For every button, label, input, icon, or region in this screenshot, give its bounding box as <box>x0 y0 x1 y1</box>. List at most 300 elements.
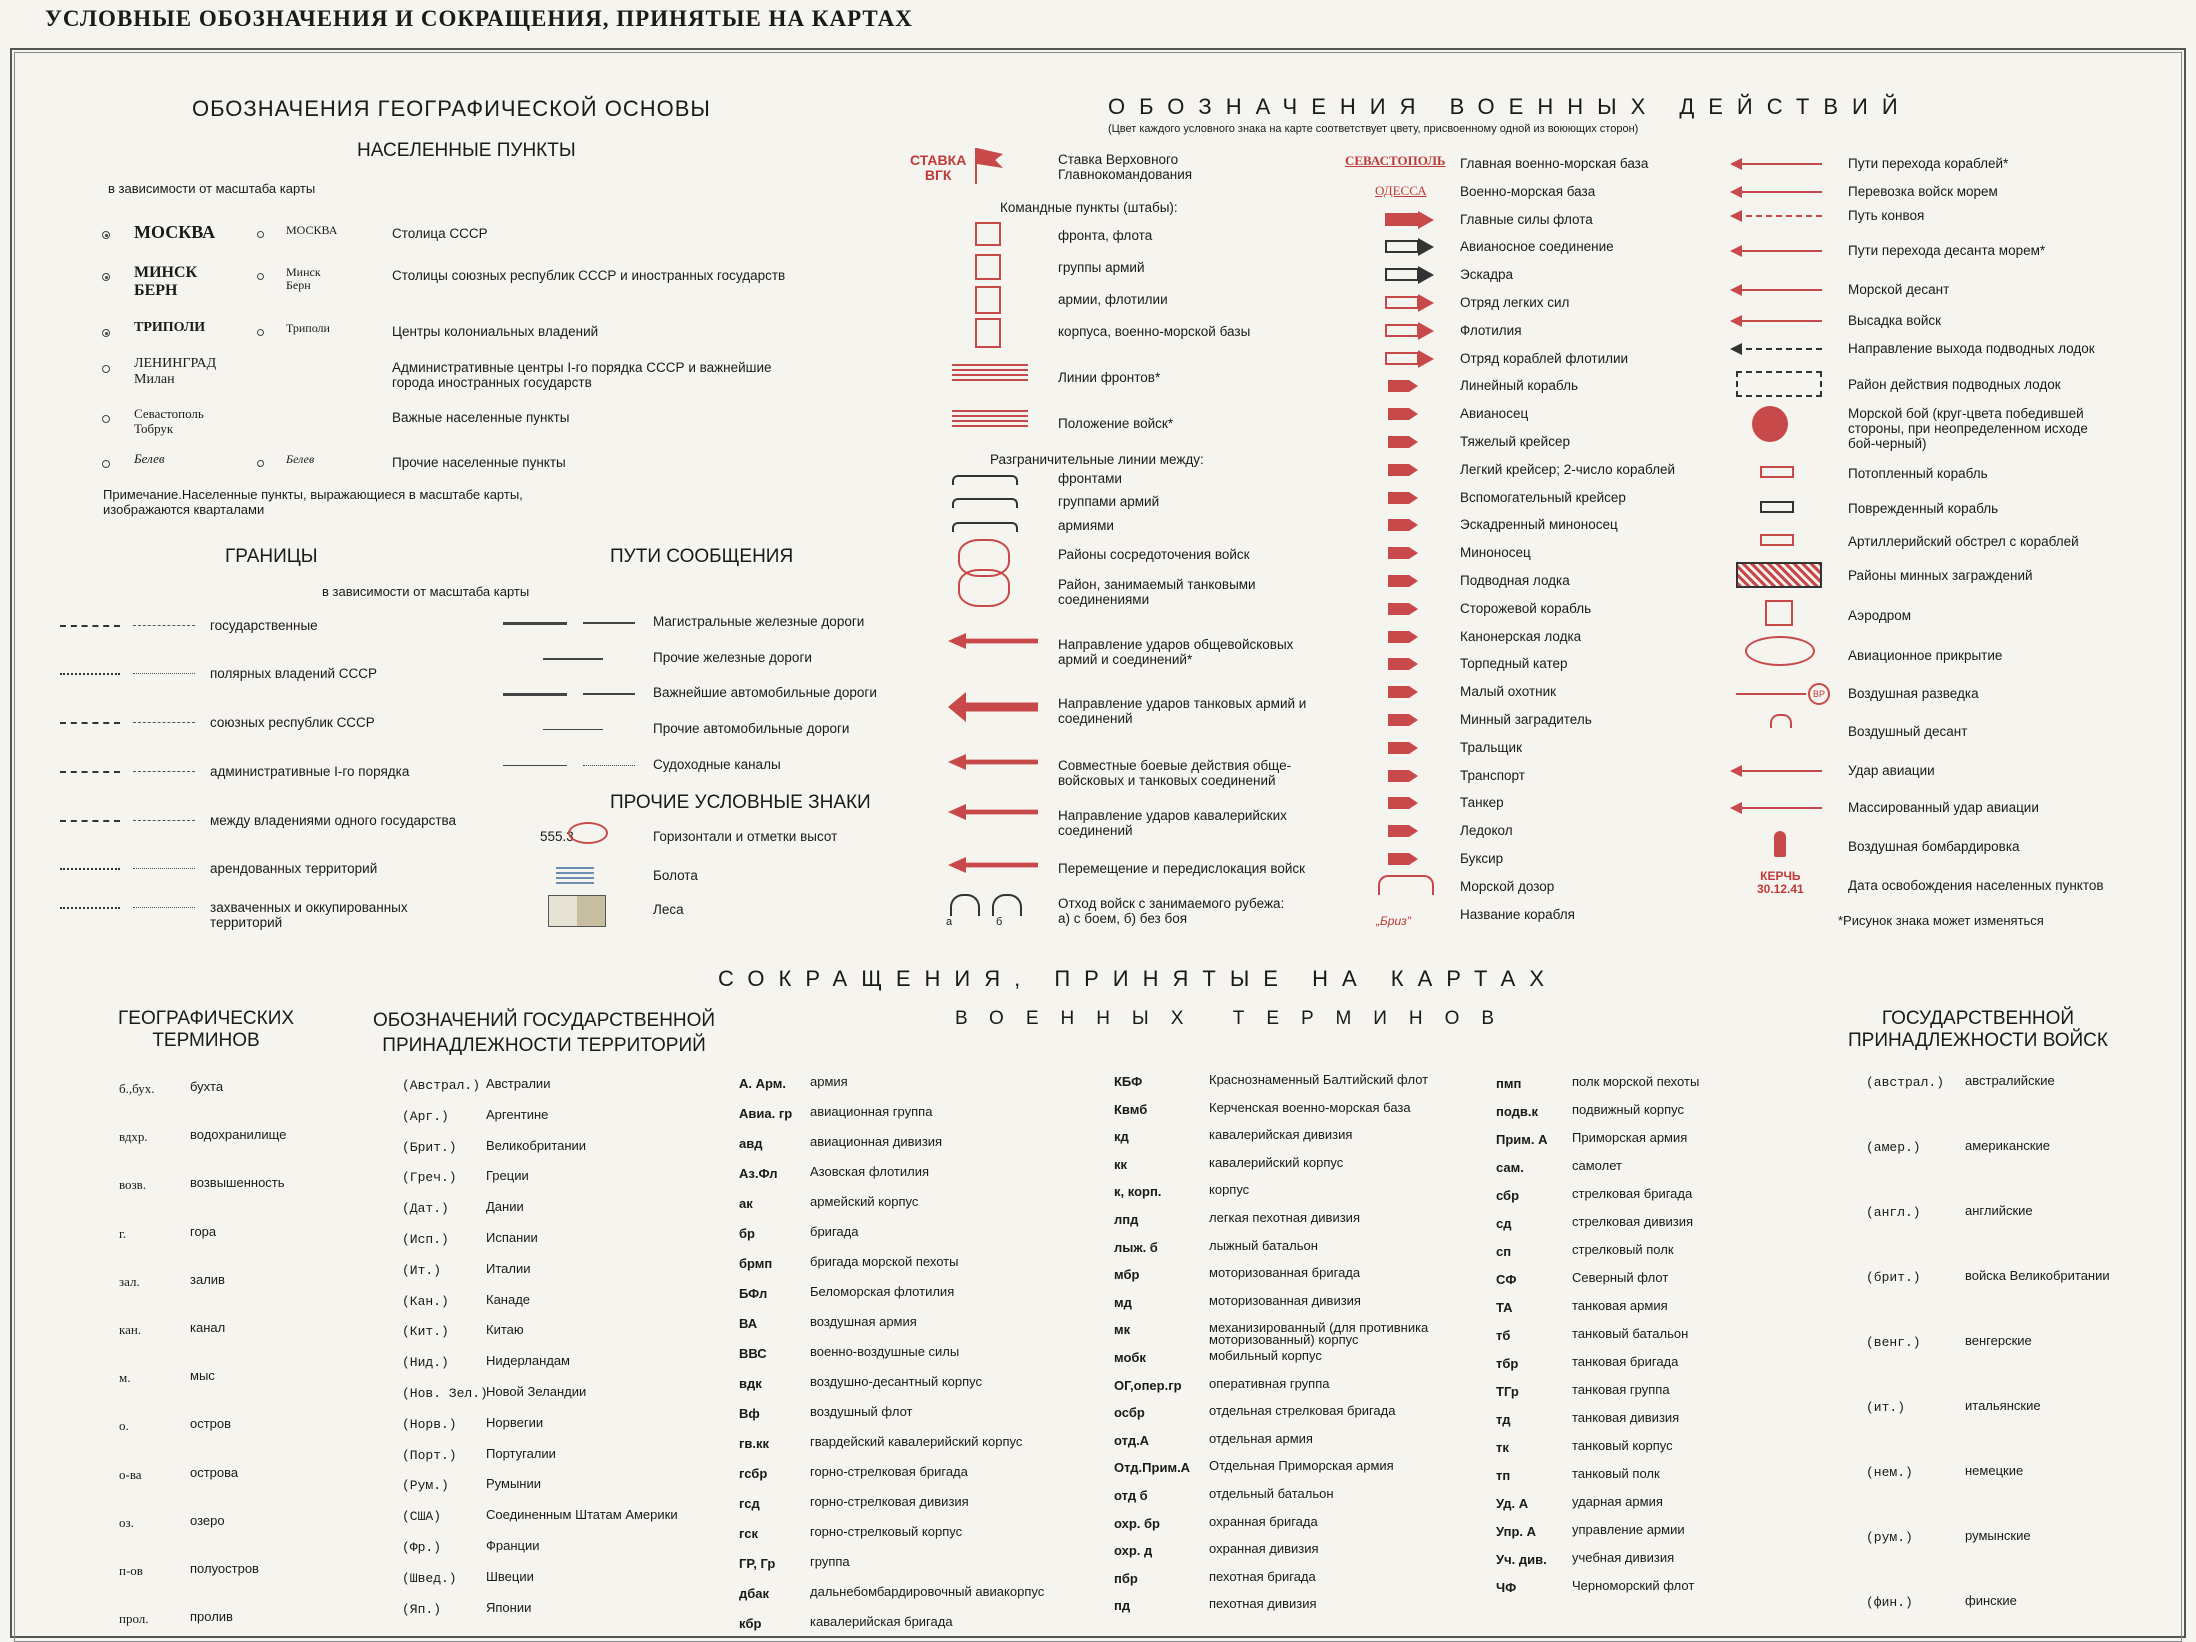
mil-sign-description: фронтами <box>1058 471 1122 486</box>
state-term-meaning: Франции <box>486 1538 540 1553</box>
naval-sign-description: Малый охотник <box>1460 684 1557 699</box>
mil-term-abbr: сп <box>1496 1244 1512 1259</box>
naval-sign-description: Авианосное соединение <box>1460 239 1614 254</box>
patrol-icon <box>1378 875 1434 895</box>
map-sign-description: Потопленный корабль <box>1848 466 1988 481</box>
geo-term-meaning: острова <box>190 1465 239 1480</box>
route-line-symbol <box>503 693 567 696</box>
route-line-symbol <box>543 729 603 730</box>
mil-term-meaning: Керченская военно-морская база <box>1209 1100 1411 1115</box>
settlements-title: НАСЕЛЕННЫЕ ПУНКТЫ <box>357 140 576 161</box>
border-description: полярных владений СССР <box>210 666 378 681</box>
map-sign-description: Районы минных заграждений <box>1848 568 2033 583</box>
geo-term-abbr: прол. <box>119 1611 149 1626</box>
settlement-small-label: МОСКВА <box>286 223 338 237</box>
mil-term-abbr: ГР, Гр <box>739 1556 776 1571</box>
mil-term-abbr: мд <box>1114 1295 1132 1310</box>
route-arrow-icon <box>1736 770 1822 772</box>
mil-term-abbr: ак <box>739 1196 753 1211</box>
geo-term-abbr: зал. <box>119 1274 140 1289</box>
state-term-abbr: (Порт.) <box>402 1448 457 1463</box>
mil-term-meaning: дальнебомбардировочный авиакорпус <box>810 1584 1045 1599</box>
settlement-small-label: Белев <box>286 452 315 466</box>
state-term-meaning: Китаю <box>486 1322 524 1337</box>
route-arrow-icon <box>1736 348 1822 350</box>
mil-term-abbr: ВА <box>739 1316 758 1331</box>
mil-term-abbr: к, корп. <box>1114 1184 1162 1199</box>
state-term-meaning: Румынии <box>486 1476 542 1491</box>
mil-sign-description: армии, флотилии <box>1058 292 1168 307</box>
mil-sign-description: группами армий <box>1058 494 1160 509</box>
border-line-symbol <box>133 771 195 772</box>
route-arrow-icon <box>1736 250 1822 252</box>
air-recon-icon <box>1736 693 1806 695</box>
mil-term-meaning: механизированный (для противника моторизованный) корпус <box>1209 1320 1429 1347</box>
mil-term-abbr: СФ <box>1496 1272 1517 1287</box>
other-sign-description: Горизонтали и отметки высот <box>653 829 838 844</box>
border-line-symbol <box>133 820 195 821</box>
route-line-symbol <box>583 765 635 766</box>
naval-battle-icon <box>1752 406 1788 442</box>
force-term-meaning: румынские <box>1965 1528 2031 1543</box>
mil-term-meaning: подвижный корпус <box>1572 1102 1685 1117</box>
naval-sign-description: Транспорт <box>1460 768 1525 783</box>
naval-sign-description: Вспомогательный крейсер <box>1460 490 1626 505</box>
naval-sign-description: Ледокол <box>1460 823 1513 838</box>
border-line-symbol <box>60 625 120 627</box>
settlement-large-label: Севастополь Тобрук <box>134 406 204 436</box>
state-term-abbr: (Фр.) <box>402 1540 442 1555</box>
geo-term-meaning: полуостров <box>190 1561 259 1576</box>
mil-term-abbr: сбр <box>1496 1188 1520 1203</box>
geo-term-abbr: п-ов <box>119 1563 143 1578</box>
naval-sign-description: Сторожевой корабль <box>1460 601 1592 616</box>
mil-term-meaning: воздушный флот <box>810 1404 913 1419</box>
state-term-abbr: (Австрал.) <box>402 1078 481 1093</box>
other-signs-title: ПРОЧИЕ УСЛОВНЫЕ ЗНАКИ <box>610 792 871 813</box>
mil-term-meaning: стрелковая дивизия <box>1572 1214 1694 1229</box>
border-line-symbol <box>133 868 195 869</box>
mil-term-abbr: Уд. А <box>1496 1496 1529 1511</box>
mil-term-meaning: горно-стрелковый корпус <box>810 1524 963 1539</box>
settlement-dot-icon <box>257 273 264 280</box>
other-sign-description: Болота <box>653 868 698 883</box>
mil-term-abbr: авд <box>739 1136 763 1151</box>
state-term-abbr: (Дат.) <box>402 1201 449 1216</box>
mil-term-meaning: танковый полк <box>1572 1466 1660 1481</box>
state-term-abbr: (Арг.) <box>402 1109 449 1124</box>
state-term-abbr: (Исп.) <box>402 1232 449 1247</box>
naval-sign-description: Легкий крейсер; 2-число кораблей <box>1460 462 1676 477</box>
state-term-abbr: (Кан.) <box>402 1294 449 1309</box>
arrow-head-icon <box>1730 315 1742 327</box>
mil-term-meaning: танковая бригада <box>1572 1354 1679 1369</box>
mil-term-abbr: ВВС <box>739 1346 767 1361</box>
abbr-state-title: ОБОЗНАЧЕНИЙ ГОСУДАРСТВЕННОЙ ПРИНАДЛЕЖНОСТИ ТЕРРИТОРИЙ <box>373 1010 716 1056</box>
contour-icon <box>568 822 608 844</box>
state-term-meaning: Австралии <box>486 1076 551 1091</box>
state-term-abbr: (Швед.) <box>402 1571 457 1586</box>
mil-term-abbr: охр. д <box>1114 1543 1153 1558</box>
force-term-meaning: итальянские <box>1965 1398 2041 1413</box>
mil-footnote: *Рисунок знака может изменяться <box>1838 913 2044 928</box>
naval-sign-description: Миноносец <box>1460 545 1531 560</box>
fleet-arrow-icon <box>1385 213 1419 226</box>
border-description: административные I-го порядка <box>210 764 410 779</box>
route-arrow-icon <box>1736 320 1822 322</box>
mil-term-abbr: мбр <box>1114 1267 1140 1282</box>
mil-term-abbr: Отд.Прим.А <box>1114 1460 1191 1475</box>
map-sign-description: Путь конвоя <box>1848 208 1925 223</box>
geo-term-meaning: пролив <box>190 1609 233 1624</box>
settlement-dot-icon <box>102 365 110 373</box>
state-term-meaning: Италии <box>486 1261 531 1276</box>
geo-term-meaning: озеро <box>190 1513 225 1528</box>
mil-sign-description: корпуса, военно-морской базы <box>1058 324 1251 339</box>
state-term-abbr: (Норв.) <box>402 1417 457 1432</box>
naval-sign-description: Эскадренный миноносец <box>1460 517 1618 532</box>
geo-title: ОБОЗНАЧЕНИЯ ГЕОГРАФИЧЕСКОЙ ОСНОВЫ <box>192 96 711 121</box>
odessa-label: ОДЕССА <box>1375 183 1427 198</box>
force-term-abbr: (брит.) <box>1866 1270 1921 1285</box>
mil-term-abbr: ТГр <box>1496 1384 1519 1399</box>
mil-term-meaning: танковая армия <box>1572 1298 1668 1313</box>
troop-area-icon <box>958 569 1010 607</box>
bomb-icon <box>1774 831 1786 857</box>
border-description: захваченных и оккупированных территорий <box>210 900 408 930</box>
mil-term-meaning: стрелковый полк <box>1572 1242 1674 1257</box>
border-line-symbol <box>60 820 120 822</box>
mil-sign-description: Районы сосредоточения войск <box>1058 547 1250 562</box>
mil-sign-description: Командные пункты (штабы): <box>1000 200 1178 215</box>
mil-sign-description: Положение войск* <box>1058 416 1174 431</box>
naval-sign-description: Отряд легких сил <box>1460 295 1570 310</box>
route-description: Важнейшие автомобильные дороги <box>653 685 877 700</box>
mil-term-meaning: Черноморский флот <box>1572 1578 1695 1593</box>
kerch-label: КЕРЧЬ 30.12.41 <box>1757 869 1804 896</box>
geo-term-abbr: о-ва <box>119 1467 142 1482</box>
mil-term-meaning: лыжный батальон <box>1209 1238 1318 1253</box>
force-term-meaning: венгерские <box>1965 1333 2032 1348</box>
force-term-meaning: немецкие <box>1965 1463 2024 1478</box>
map-sign-description: Воздушная разведка <box>1848 686 1979 701</box>
route-description: Магистральные железные дороги <box>653 614 865 629</box>
mil-term-meaning: Беломорская флотилия <box>810 1284 955 1299</box>
settlement-dot-icon <box>257 329 264 336</box>
mil-term-meaning: оперативная группа <box>1209 1376 1330 1391</box>
abbr-geo-title: ГЕОГРАФИЧЕСКИХ ТЕРМИНОВ <box>118 1008 295 1051</box>
border-line-symbol <box>133 722 195 723</box>
elevation-label: 555.3 <box>540 829 574 844</box>
border-line-symbol <box>60 722 120 724</box>
naval-sign-description: Тральщик <box>1460 740 1522 755</box>
minefield-icon <box>1736 562 1822 588</box>
force-term-meaning: английские <box>1965 1203 2033 1218</box>
mil-term-abbr: подв.к <box>1496 1104 1538 1119</box>
mil-term-meaning: корпус <box>1209 1182 1250 1197</box>
mil-term-abbr: отд.А <box>1114 1433 1150 1448</box>
fleet-arrow-head-icon <box>1418 350 1434 368</box>
mil-term-meaning: отдельная армия <box>1209 1431 1313 1446</box>
state-term-abbr: (Нов. Зел.) <box>402 1386 488 1401</box>
mil-term-abbr: тк <box>1496 1440 1509 1455</box>
mil-term-meaning: пехотная дивизия <box>1209 1596 1317 1611</box>
briz-label: „Бриз" <box>1376 914 1411 928</box>
geo-term-meaning: возвышенность <box>190 1175 285 1190</box>
state-term-abbr: (США) <box>402 1509 442 1524</box>
mil-term-abbr: Прим. А <box>1496 1132 1548 1147</box>
settlements-scale-note: в зависимости от масштаба карты <box>108 181 316 196</box>
force-term-abbr: (амер.) <box>1866 1140 1921 1155</box>
geo-term-abbr: б.,бух. <box>119 1081 155 1096</box>
state-term-meaning: Греции <box>486 1168 529 1183</box>
command-post-icon <box>975 222 1001 246</box>
arrow-head-icon <box>1730 343 1742 355</box>
arrow-head-icon <box>1730 245 1742 257</box>
mil-sign-description: Совместные боевые действия обще- войсковых и танковых соединений <box>1058 758 1292 788</box>
state-term-meaning: Канаде <box>486 1292 531 1307</box>
settlement-description: Столицы союзных республик СССР и иностранных государств <box>392 268 786 283</box>
mil-term-abbr: гсд <box>739 1496 760 1511</box>
mil-term-abbr: Упр. А <box>1496 1524 1536 1539</box>
recon-badge: ВР <box>1808 683 1830 705</box>
state-term-abbr: (Нид.) <box>402 1355 449 1370</box>
stavka-flag-pole <box>975 148 977 184</box>
mil-term-meaning: танковый корпус <box>1572 1438 1673 1453</box>
command-post-icon <box>975 254 1001 280</box>
mil-term-abbr: ОГ,опер.гр <box>1114 1378 1182 1393</box>
mil-term-meaning: танковая группа <box>1572 1382 1670 1397</box>
settlement-small-label: Триполи <box>286 321 330 335</box>
route-arrow-icon <box>1736 289 1822 291</box>
fleet-arrow-icon <box>1385 296 1419 309</box>
border-description: арендованных территорий <box>210 861 378 876</box>
swamp-icon <box>556 864 594 884</box>
border-line-symbol <box>60 673 120 675</box>
naval-sign-description: Минный заградитель <box>1460 712 1592 727</box>
mil-term-abbr: тд <box>1496 1412 1511 1427</box>
mil-sign-description: фронта, флота <box>1058 228 1153 243</box>
state-term-abbr: (Яп.) <box>402 1602 442 1617</box>
settlement-description: Центры колониальных владений <box>392 324 599 339</box>
mil-term-abbr: пбр <box>1114 1571 1138 1586</box>
naval-sign-description: Главные силы флота <box>1460 212 1593 227</box>
settlement-large-label: ТРИПОЛИ <box>134 320 206 335</box>
stavka-label: СТАВКА ВГК <box>910 152 967 183</box>
state-term-abbr: (Брит.) <box>402 1140 457 1155</box>
state-term-abbr: (Рум.) <box>402 1478 449 1493</box>
settlement-dot-icon <box>102 329 110 337</box>
border-line-symbol <box>133 673 195 674</box>
mil-term-meaning: отдельная стрелковая бригада <box>1209 1403 1396 1418</box>
border-line-symbol <box>60 868 120 870</box>
mil-sign-description: Направление ударов кавалерийских соединений <box>1058 808 1287 838</box>
mil-term-abbr: гск <box>739 1526 758 1541</box>
state-term-meaning: Японии <box>486 1600 532 1615</box>
mil-term-abbr: КБФ <box>1114 1074 1143 1089</box>
map-sign-description: Воздушная бомбардировка <box>1848 839 2020 854</box>
route-line-symbol <box>543 658 603 660</box>
fleet-arrow-head-icon <box>1418 266 1434 284</box>
page-title: УСЛОВНЫЕ ОБОЗНАЧЕНИЯ И СОКРАЩЕНИЯ, ПРИНЯТЫЕ НА КАРТАХ <box>45 6 913 31</box>
state-term-meaning: Испании <box>486 1230 538 1245</box>
border-line-symbol <box>133 625 195 626</box>
mil-term-meaning: Краснознаменный Балтийский флот <box>1209 1072 1429 1087</box>
mil-term-abbr: пд <box>1114 1598 1131 1613</box>
mil-term-meaning: воздушно-десантный корпус <box>810 1374 983 1389</box>
naval-sign-description: Морской дозор <box>1460 879 1555 894</box>
mil-term-abbr: пмп <box>1496 1076 1522 1091</box>
mil-subtitle: (Цвет каждого условного знака на карте соответствует цвету, присвоенному одной из воюющих сторон) <box>1108 123 1639 135</box>
force-term-abbr: (венг.) <box>1866 1335 1921 1350</box>
mil-term-meaning: моторизованная бригада <box>1209 1265 1361 1280</box>
settlement-large-label: МИНСК БЕРН <box>134 264 198 299</box>
mil-term-meaning: охранная бригада <box>1209 1514 1318 1529</box>
settlement-dot-icon <box>257 231 264 238</box>
settlements-note: Примечание.Населенные пункты, выражающиеся в масштабе карты, изображаются кварталами <box>103 487 523 517</box>
other-sign-description: Леса <box>653 902 684 917</box>
route-arrow-icon <box>1736 807 1822 809</box>
mil-term-abbr: охр. бр <box>1114 1516 1160 1531</box>
settlement-dot-icon <box>102 415 110 423</box>
state-term-meaning: Швеции <box>486 1569 534 1584</box>
mil-term-meaning: военно-воздушные силы <box>810 1344 960 1359</box>
mil-term-meaning: гвардейский кавалерийский корпус <box>810 1434 1023 1449</box>
mil-term-abbr: осбр <box>1114 1405 1145 1420</box>
force-term-meaning: войска Великобритании <box>1965 1268 2110 1283</box>
mil-term-meaning: бригада <box>810 1224 859 1239</box>
geo-term-meaning: мыс <box>190 1368 215 1383</box>
settlement-dot-icon <box>257 460 264 467</box>
border-description: государственные <box>210 618 318 633</box>
naval-sign-description: Подводная лодка <box>1460 573 1570 588</box>
boundary-line-icon <box>952 498 1018 508</box>
mil-term-meaning: воздушная армия <box>810 1314 917 1329</box>
mil-term-meaning: Приморская армия <box>1572 1130 1688 1145</box>
mil-term-abbr: отд б <box>1114 1488 1148 1503</box>
map-sign-description: Морской бой (круг-цвета победившей стороны, при неопределенном исходе бой-черный) <box>1848 406 2088 451</box>
command-post-icon <box>975 318 1001 348</box>
map-sign-description: Артиллерийский обстрел с кораблей <box>1848 534 2079 549</box>
mil-term-abbr: кк <box>1114 1157 1128 1172</box>
naval-sign-description: Канонерская лодка <box>1460 629 1582 644</box>
fleet-arrow-icon <box>1385 324 1419 337</box>
force-term-abbr: (англ.) <box>1866 1205 1921 1220</box>
force-term-meaning: австралийские <box>1965 1073 2055 1088</box>
routes-title: ПУТИ СООБЩЕНИЯ <box>610 546 794 567</box>
border-line-symbol <box>60 771 120 773</box>
front-line-icon <box>952 364 1028 382</box>
mil-term-meaning: горно-стрелковая бригада <box>810 1464 968 1479</box>
arrow-head-icon <box>1730 210 1742 222</box>
map-sign-description: Аэродром <box>1848 608 1912 623</box>
route-line-symbol <box>503 622 567 625</box>
route-description: Прочие автомобильные дороги <box>653 721 850 736</box>
mil-term-abbr: тп <box>1496 1468 1511 1483</box>
mil-term-meaning: отдельный батальон <box>1209 1486 1334 1501</box>
mil-sign-description: Перемещение и передислокация войск <box>1058 861 1306 876</box>
mil-term-abbr: кд <box>1114 1129 1129 1144</box>
abbr-forces-title: ГОСУДАРСТВЕННОЙ ПРИНАДЛЕЖНОСТИ ВОЙСК <box>1848 1008 2108 1051</box>
mil-term-meaning: танковая дивизия <box>1572 1410 1680 1425</box>
fleet-arrow-icon <box>1385 240 1419 253</box>
mil-term-abbr: Уч. див. <box>1496 1552 1547 1567</box>
naval-sign-description: Авианосец <box>1460 406 1529 421</box>
border-description: между владениями одного государства <box>210 813 457 828</box>
map-sign-description: Массированный удар авиации <box>1848 800 2039 815</box>
arrow-head-icon <box>1730 284 1742 296</box>
mil-term-meaning: пехотная бригада <box>1209 1569 1316 1584</box>
naval-sign-description: Линейный корабль <box>1460 378 1578 393</box>
geo-term-meaning: гора <box>190 1224 217 1239</box>
route-line-symbol <box>583 693 635 695</box>
mil-sign-description: Направление ударов общевойсковых армий и соединений* <box>1058 637 1294 667</box>
airfield-icon <box>1765 600 1793 626</box>
route-line-symbol <box>503 765 567 766</box>
mil-sign-description: Ставка Верховного Главнокомандования <box>1058 152 1193 182</box>
state-term-meaning: Новой Зеландии <box>486 1384 587 1399</box>
route-arrow-icon <box>1736 215 1822 217</box>
force-term-abbr: (нем.) <box>1866 1465 1913 1480</box>
border-line-symbol <box>133 907 195 908</box>
naval-sign-description: Танкер <box>1460 795 1504 810</box>
mil-term-meaning: самолет <box>1572 1158 1622 1173</box>
settlement-description: Столица СССР <box>392 226 488 241</box>
route-description: Прочие железные дороги <box>653 650 812 665</box>
mil-term-meaning: бригада морской пехоты <box>810 1254 959 1269</box>
command-post-icon <box>975 286 1001 314</box>
geo-term-abbr: вдхр. <box>119 1129 148 1144</box>
force-term-abbr: (ит.) <box>1866 1400 1906 1415</box>
mil-term-abbr: лпд <box>1114 1212 1139 1227</box>
state-term-meaning: Великобритании <box>486 1138 587 1153</box>
boundary-line-icon <box>952 475 1018 485</box>
mil-term-abbr: гв.кк <box>739 1436 770 1451</box>
settlement-small-label: Минск Берн <box>286 265 321 292</box>
settlement-dot-icon <box>102 460 110 468</box>
geo-term-meaning: залив <box>190 1272 225 1287</box>
border-description: союзных республик СССР <box>210 715 375 730</box>
state-term-abbr: (Кит.) <box>402 1324 449 1339</box>
map-sign-description: Пути перехода десанта морем* <box>1848 243 2046 258</box>
mil-term-abbr: Аз.Фл <box>739 1166 778 1181</box>
mil-term-abbr: сам. <box>1496 1160 1524 1175</box>
damaged-ship-icon <box>1760 501 1794 513</box>
parachute-icon <box>1770 714 1792 728</box>
geo-term-abbr: возв. <box>119 1177 147 1192</box>
geo-term-abbr: о. <box>119 1418 129 1433</box>
mil-term-abbr: бр <box>739 1226 755 1241</box>
map-sign-description: Дата освобождения населенных пунктов <box>1848 878 2104 893</box>
mil-term-abbr: гсбр <box>739 1466 768 1481</box>
forest-icon <box>548 895 606 927</box>
mil-term-meaning: авиационная дивизия <box>810 1134 943 1149</box>
boundary-line-icon <box>952 522 1018 532</box>
mil-sign-description: Направление ударов танковых армий и соединений <box>1058 696 1307 726</box>
naval-sign-description: Название корабля <box>1460 907 1575 922</box>
retreat-label-b: б <box>996 916 1003 928</box>
settlement-large-label: МОСКВА <box>134 222 216 242</box>
mil-term-abbr: брмп <box>739 1256 773 1271</box>
fleet-arrow-head-icon <box>1418 322 1434 340</box>
fleet-arrow-icon <box>1385 268 1419 281</box>
mil-term-abbr: мобк <box>1114 1350 1146 1365</box>
mil-term-abbr: сд <box>1496 1216 1512 1231</box>
fleet-arrow-head-icon <box>1418 238 1434 256</box>
mil-term-meaning: кавалерийский корпус <box>1209 1155 1344 1170</box>
mil-term-meaning: полк морской пехоты <box>1572 1074 1700 1089</box>
mil-term-meaning: легкая пехотная дивизия <box>1209 1210 1360 1225</box>
